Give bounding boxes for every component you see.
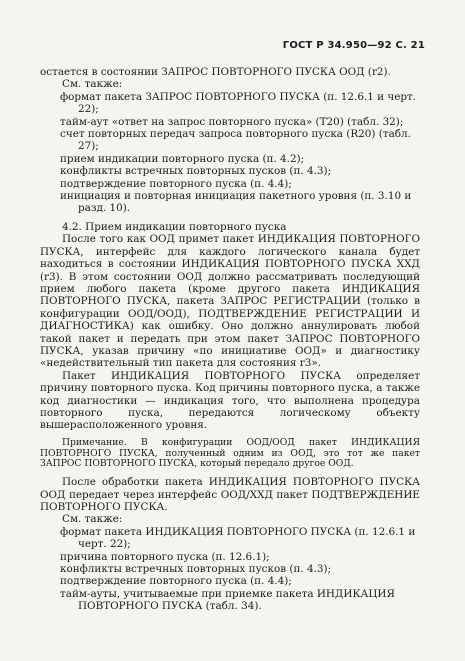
list-item: формат пакета ИНДИКАЦИЯ ПОВТОРНОГО ПУСКА (п. 12.6.1 и черт. 22); <box>60 525 416 551</box>
paragraph: После обработки пакета ИНДИКАЦИЯ ПОВТОРНОГО ПУСКА ООД передает через интерфейс ООД/ХХД пакет ПОДТВЕРЖДЕНИЕ ПОВТОРНОГО ПУСКА. <box>40 476 420 513</box>
list-item: счет повторных передач запроса повторного пуска (R20) (табл. 27); <box>60 128 411 153</box>
paragraph: См. также: <box>62 78 123 91</box>
list-item: тайм-аут «ответ на запрос повторного пуска» (T20) (табл. 32); <box>60 115 404 128</box>
paragraph: Пакет ИНДИКАЦИЯ ПОВТОРНОГО ПУСКА определяет причину повторного пуска. Код причины повторного пуска, а также код диагностики — индикация того, что выполнена процедура повторного пуска, передаются логическому объекту вышерасположенного уровня. <box>40 369 420 432</box>
list-item: прием индикации повторного пуска (п. 4.2); <box>60 152 305 165</box>
list-item: причина повторного пуска (п. 12.6.1); <box>60 550 270 563</box>
list-item: тайм-ауты, учитываемые при приемке пакета ИНДИКАЦИЯ ПОВТОРНОГО ПУСКА (табл. 34). <box>60 587 395 613</box>
paragraph: После того как ООД примет пакет ИНДИКАЦИЯ ПОВТОРНОГО ПУСКА, интерфейс для каждого логического канала будет находиться в состоянии ИНДИКАЦИЯ ПОВТОРНОГО ПУСКА ХХД (r3). В этом состоянии ООД должно рассматривать последующий прием любого пакета (кроме другого пакета ИНДИКАЦИЯ ПОВТОРНОГО ПУСКА, пакета ЗАПРОС РЕГИСТРАЦИИ (только в конфигурации ООД/ООД), ПОДТВЕРЖДЕНИЕ РЕГИСТРАЦИИ И ДИАГНОСТИКА) как ошибку. Оно должно аннулировать любой такой пакет и передать при этом пакет ЗАПРОС ПОВТОРНОГО ПУСКА, указав причину «по инициативе ООД» и диагностику «недействительный тип пакета для состояния r3». <box>40 233 420 370</box>
note-paragraph: Примечание. В конфигурации ООД/ООД пакет ИНДИКАЦИЯ ПОВТОРНОГО ПУСКА, полученный одним из ООД, это тот же пакет ЗАПРОС ПОВТОРНОГО ПУСКА, который передало другое ООД. <box>40 436 420 470</box>
paragraph: остается в состоянии ЗАПРОС ПОВТОРНОГО ПУСКА ООД (r2). <box>40 66 391 78</box>
list-item: конфликты встречных повторных пусков (п. 4.3); <box>60 563 332 576</box>
page-header: ГОСТ Р 34.950—92 С. 21 <box>282 40 425 51</box>
paragraph: 4.2. Прием индикации повторного пуска <box>62 220 287 233</box>
document-body <box>40 66 420 613</box>
list-item: конфликты встречных повторных пусков (п. 4.3); <box>60 165 332 178</box>
list-item: подтверждение повторного пуска (п. 4.4); <box>60 177 292 190</box>
paragraph: См. также: <box>62 513 123 526</box>
list-item: формат пакета ЗАПРОС ПОВТОРНОГО ПУСКА (п. 12.6.1 и черт. 22); <box>60 90 417 116</box>
list-item: инициация и повторная инициация пакетного уровня (п. 3.10 и разд. 10). <box>60 190 412 215</box>
list-item: подтверждение повторного пуска (п. 4.4); <box>60 575 292 588</box>
